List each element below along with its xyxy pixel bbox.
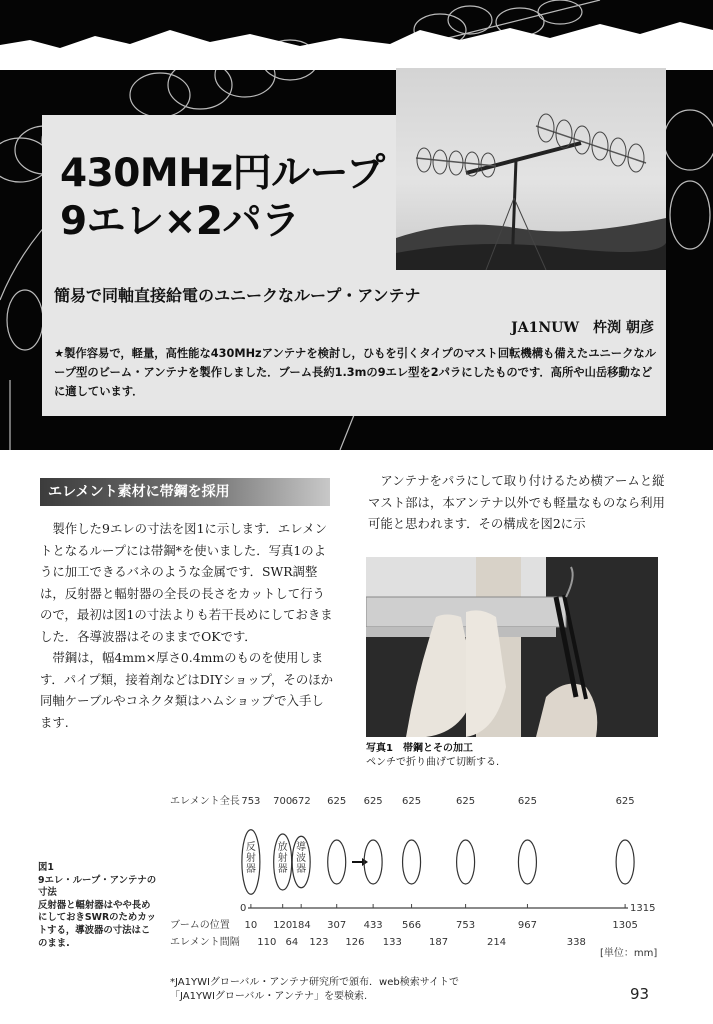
element-spacing-value: 214 (486, 937, 507, 948)
element-name-label: 器 (277, 864, 288, 875)
element-length-value: 753 (241, 796, 261, 807)
intro-box (42, 270, 666, 416)
axis-start-label: 0 (240, 903, 247, 914)
element-name-label: 導 (296, 842, 307, 853)
section-heading: エレメント素材に帯鋼を採用 (40, 478, 330, 506)
antenna-dimension-diagram (160, 790, 660, 960)
element-spacing-value: 187 (429, 937, 449, 948)
antenna-illustration (396, 68, 666, 270)
steel-band-illustration (366, 557, 658, 737)
torn-edge (0, 0, 713, 70)
boom-position-value: 120 (273, 920, 293, 931)
page-number: 93 (630, 985, 650, 1003)
title-line-2: 9エレ×2パラ (60, 199, 300, 244)
footnote-line-2: 「JA1YWIグローバル・アンテナ」を要検索. (170, 991, 368, 1002)
author-name: JA1NUW 杵渕 朝彦 (511, 320, 654, 336)
element-spacing-value: 64 (285, 937, 299, 948)
element-length-value: 625 (615, 796, 635, 807)
boom-position-value: 10 (244, 920, 258, 931)
antenna-photo (396, 68, 666, 270)
element-name-label: 器 (296, 864, 307, 875)
element-spacing-value: 123 (309, 937, 329, 948)
title-box (42, 115, 397, 270)
element-loop (616, 840, 634, 884)
element-loop (457, 840, 475, 884)
element-length-value: 625 (402, 796, 422, 807)
boom-position-value: 184 (291, 920, 311, 931)
footnote (170, 976, 530, 1004)
photo-caption-body: ペンチで折り曲げて切断する. (366, 757, 500, 768)
element-length-value: 625 (456, 796, 476, 807)
element-spacing-value: 126 (345, 937, 365, 948)
boom-position-value: 307 (327, 920, 347, 931)
element-length-value: 625 (327, 796, 347, 807)
subtitle: 簡易で同軸直接給電のユニークなループ・アンテナ (54, 286, 421, 305)
element-spacing-value: 133 (382, 937, 402, 948)
boom-position-value: 566 (402, 920, 422, 931)
label-boom-position: ブームの位置 (170, 920, 230, 931)
boom-position-value: 753 (456, 920, 476, 931)
element-name-label: 射 (245, 853, 256, 864)
element-loop (328, 840, 346, 884)
lead-text: ★製作容易で，軽量，高性能な430MHzアンテナを検討し，ひもを引くタイプのマスト回転機構も備えたユニークなループ型のビーム・アンテナを製作しました．ブーム長約1.3mの9エレ型を2パラにしたものです．高所や山岳移動などに適しています． (54, 347, 656, 398)
element-loop (403, 840, 421, 884)
element-name-label: 射 (277, 853, 288, 864)
boom-position-value: 1305 (612, 920, 638, 931)
element-name-label: 反 (245, 842, 256, 853)
figure-number: 図1 (38, 862, 54, 873)
title-line-1: 430MHz円ループ (60, 151, 385, 196)
body-column-right (368, 470, 668, 535)
paragraph: アンテナをパラにして取り付けるため横アームと縦マスト部は，本アンテナ以外でも軽量なものなら利用可能と思われます．その構成を図2に示 (368, 473, 665, 531)
boom-position-value: 967 (517, 920, 537, 931)
element-length-value: 625 (363, 796, 383, 807)
figure-description: 反射器と輻射器はやや長めにしておきSWRのためカットする，導波器の寸法はこのまま. (38, 899, 156, 949)
paragraph: 製作した9エレの寸法を図1に示します．エレメントとなるループには帯鋼*を使いました．写真1のように加工できるバネのような金属です．SWR調整は，反射器と輻射器の全長の長さをカットして行うので，最初は図1の寸法よりも若干長めにしておきました．各導波器はそのままでOKです． (40, 521, 333, 644)
article-title (60, 150, 385, 246)
photo-caption (366, 742, 666, 770)
element-spacing-value: 110 (257, 937, 277, 948)
element-length-value: 700 (273, 796, 293, 807)
label-element-length: エレメント全長 (170, 796, 240, 807)
boom-position-value: 433 (363, 920, 383, 931)
steel-band-photo (366, 557, 658, 737)
element-name-label: 波 (296, 853, 307, 864)
axis-end-label: 1315 (630, 903, 656, 914)
element-length-value: 672 (291, 796, 311, 807)
unit-label: [単位：mm] (600, 948, 658, 959)
element-name-label: 放 (277, 842, 288, 853)
body-column-left (40, 518, 336, 733)
paragraph: 帯鋼は，幅4mm×厚さ0.4mmのものを使用します．パイプ類，接着剤などはDIYショップ，そのほか同軸ケーブルやコネクタ類はハムショップで入手します. (40, 650, 333, 730)
element-name-label: 器 (245, 864, 256, 875)
footnote-line-1: *JA1YWIグローバル・アンテナ研究所で頒布．web検索サイトで (170, 977, 460, 988)
element-loop (518, 840, 536, 884)
figure-title: 9エレ・ループ・アンテナの寸法 (38, 874, 157, 899)
photo-caption-title: 写真1 帯鋼とその加工 (366, 743, 473, 754)
element-spacing-value: 338 (566, 937, 586, 948)
element-length-value: 625 (517, 796, 537, 807)
figure-caption (38, 862, 158, 950)
label-element-spacing: エレメント間隔 (170, 937, 240, 948)
direction-arrow-head (362, 858, 368, 866)
